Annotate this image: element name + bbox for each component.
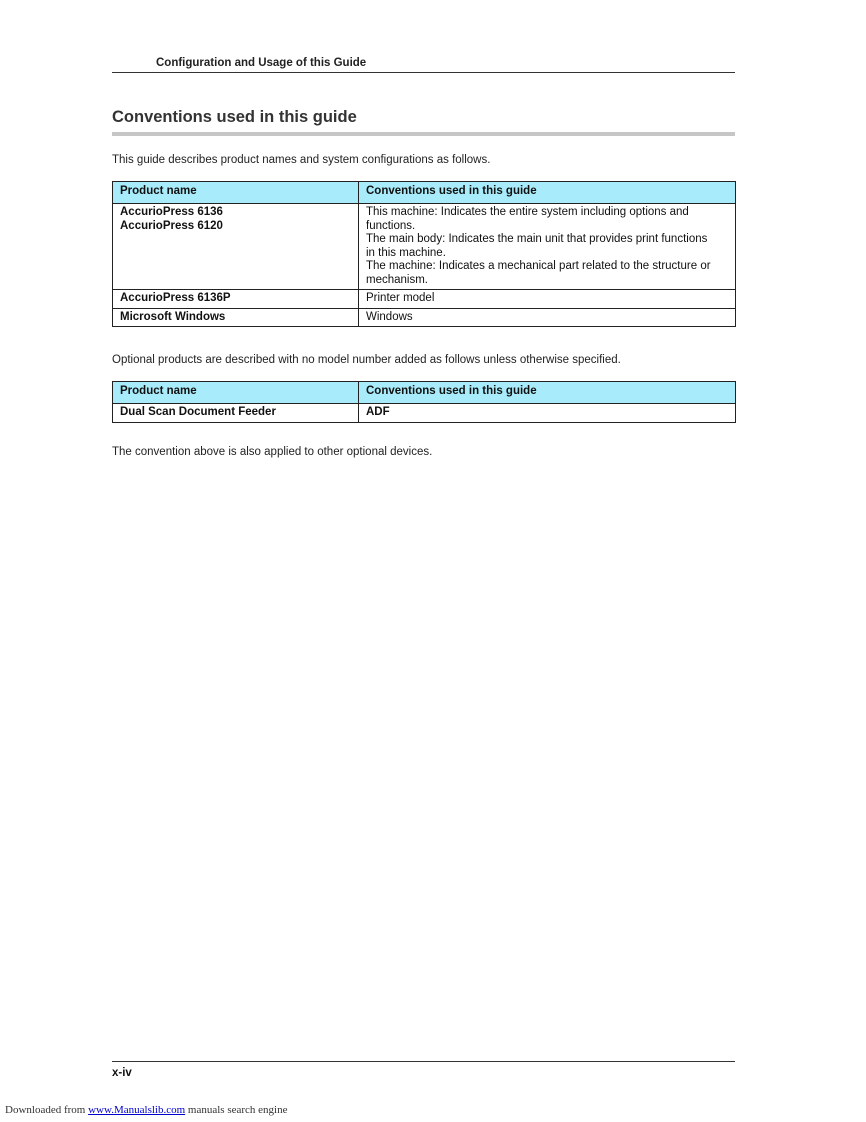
table-header-row [113,382,736,404]
product-conventions-table [112,181,736,327]
convention-cell [359,308,736,327]
table-row [113,308,736,327]
product-name-cell [113,290,359,309]
product-name-cell [113,308,359,327]
convention-line: The machine: Indicates a mechanical part related to the structure or [366,260,711,272]
convention-line: mechanism. [366,273,428,286]
convention-cell [359,204,736,290]
download-note [5,1104,287,1116]
product-name: AccurioPress 6136P [120,292,231,304]
table-header-row [113,182,736,204]
optional-products-table [112,381,736,423]
column-header-conventions: Conventions used in this guide [359,382,736,404]
running-header [112,57,735,73]
convention-line: Windows [366,310,413,323]
product-name-cell: Dual Scan Document Feeder [113,404,359,423]
page-number: x-iv [112,1067,132,1079]
manualslib-link[interactable]: www.Manualslib.com [88,1104,186,1116]
column-header-conventions: Conventions used in this guide [359,182,736,204]
product-name-cell [113,204,359,290]
intro-paragraph: This guide describes product names and system configurations as follows. [112,154,491,166]
product-name: Microsoft Windows [120,310,226,323]
page-footer [112,1061,735,1079]
running-title: Configuration and Usage of this Guide [156,57,367,69]
column-header-product-name: Product name [113,182,359,204]
download-prefix: Downloaded from [5,1104,89,1116]
convention-line: in this machine. [366,246,446,259]
table-row [113,404,736,423]
convention-cell: ADF [359,404,736,423]
convention-line: Printer model [366,292,435,304]
closing-paragraph: The convention above is also applied to other optional devices. [112,446,433,458]
column-header-product-name: Product name [113,382,359,404]
product-name: AccurioPress 6120 [120,219,223,232]
download-suffix: manuals search engine [185,1104,288,1116]
table-row [113,290,736,309]
convention-line: This machine: Indicates the entire system including options and [366,206,689,218]
optional-intro-paragraph: Optional products are described with no model number added as follows unless otherwise specified. [112,354,621,366]
product-name: AccurioPress 6136 [120,206,223,218]
convention-cell [359,290,736,309]
convention-line: The main body: Indicates the main unit that provides print functions [366,233,708,245]
convention-line: functions. [366,219,416,232]
section-title: Conventions used in this guide [112,108,735,136]
table-row [113,204,736,290]
